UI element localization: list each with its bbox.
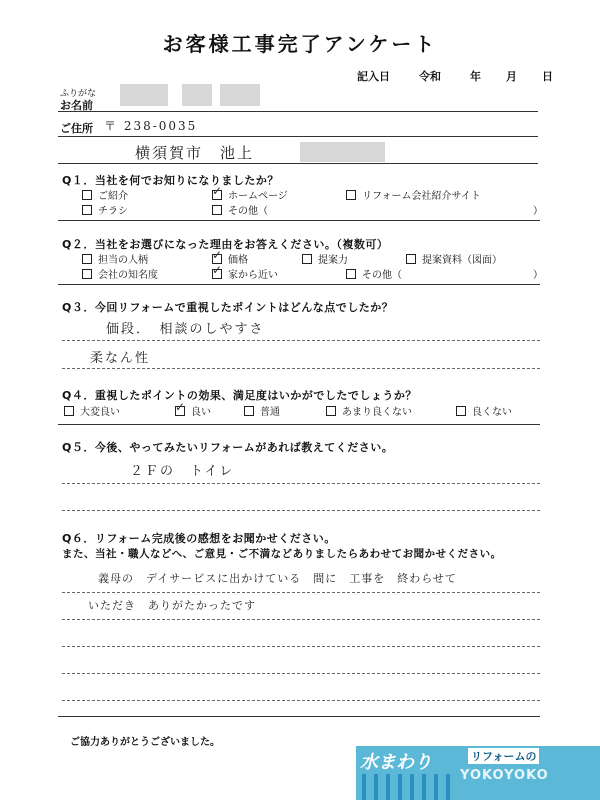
date-day: 日 xyxy=(542,70,553,83)
q5-question: Q５．今後、やってみたいリフォームがあれば教えてください。 xyxy=(62,441,394,454)
q4-divider xyxy=(58,424,540,425)
q3-answer-2: 柔なん性 xyxy=(90,351,151,366)
checkbox[interactable] xyxy=(82,269,92,279)
q3-answer-line-2 xyxy=(62,368,540,369)
date-year: 年 xyxy=(470,70,481,83)
q2-option-other[interactable]: その他（ xyxy=(346,266,402,281)
redacted-name-2 xyxy=(182,84,212,106)
q6-answer-line-2 xyxy=(62,619,540,620)
q4-option-good[interactable]: ✓ 良い xyxy=(175,403,211,418)
q1-option-referral[interactable]: ご紹介 xyxy=(82,187,128,202)
checkbox[interactable] xyxy=(346,269,356,279)
q2-option-nearby[interactable]: ✓ 家から近い xyxy=(212,266,278,281)
logo-stripe xyxy=(446,774,450,800)
date-label: 記入日 xyxy=(357,70,390,83)
logo-stripe xyxy=(422,774,426,800)
q1-close-paren: ） xyxy=(533,206,543,217)
q6-question-2: また、当社・職人などへ、ご意見・ご不満などありましたらあわせてお聞かせください。 xyxy=(62,548,502,560)
name-label: お名前 xyxy=(60,99,93,112)
q6-answer-line-1 xyxy=(62,592,540,593)
redacted-name-1 xyxy=(120,84,168,106)
logo-main-text: 水まわり xyxy=(360,752,432,773)
q6-question: Q６．リフォーム完成後の感想をお聞かせください。 xyxy=(62,532,336,545)
company-logo xyxy=(356,746,600,800)
logo-stripe xyxy=(374,774,378,800)
logo-stripe xyxy=(386,774,390,800)
logo-sub-text: リフォームの xyxy=(468,748,539,764)
q5-answer-line-2 xyxy=(62,510,540,511)
checkbox[interactable] xyxy=(302,254,312,264)
q1-divider xyxy=(58,220,540,221)
page-title: お客様工事完了アンケート xyxy=(162,32,438,56)
q3-question: Q３．今回リフォームで重視したポイントはどんな点でしたか？ xyxy=(62,301,394,314)
checkbox[interactable] xyxy=(64,406,74,416)
q2-option-personality[interactable]: 担当の人柄 xyxy=(82,251,148,266)
address-label: ご住所 xyxy=(60,122,93,135)
q1-question: Q１．当社を何でお知りになりましたか？ xyxy=(62,174,279,187)
q6-answer-2: いただき ありがたかったです xyxy=(88,599,256,612)
q6-answer-1: 義母の デイサービスに出かけている 間に 工事を 終わらせて xyxy=(98,572,457,585)
q3-answer-1: 価段． 相談のしやすさ xyxy=(106,322,265,337)
q5-answer-line-1 xyxy=(62,483,540,484)
checkbox[interactable] xyxy=(82,205,92,215)
form-bottom-divider xyxy=(58,716,540,717)
q4-option-very-good[interactable]: 大変良い xyxy=(64,403,120,418)
checkbox-checked[interactable] xyxy=(212,269,222,279)
q2-close-paren: ） xyxy=(533,270,543,281)
q3-answer-line-1 xyxy=(62,340,540,341)
q1-option-referral-site[interactable]: リフォーム会社紹介サイト xyxy=(346,187,481,202)
q1-option-other[interactable]: その他（ xyxy=(212,202,268,217)
q1-option-flyer[interactable]: チラシ xyxy=(82,202,128,217)
checkbox[interactable] xyxy=(346,190,356,200)
q5-answer: ２Ｆの トイレ xyxy=(130,464,235,479)
logo-stripe xyxy=(434,774,438,800)
date-month: 月 xyxy=(506,70,517,83)
logo-stripe xyxy=(362,774,366,800)
checkbox-checked[interactable] xyxy=(175,406,185,416)
q6-answer-line-5 xyxy=(62,700,540,701)
logo-stripe xyxy=(398,774,402,800)
q1-option-homepage[interactable]: ✓ ホームページ xyxy=(212,187,288,202)
q2-option-proposal[interactable]: 提案力 xyxy=(302,251,348,266)
name-underline xyxy=(58,111,538,112)
checkbox[interactable] xyxy=(326,406,336,416)
redacted-name-3 xyxy=(220,84,260,106)
furigana-label: ふりがな xyxy=(60,89,97,99)
q2-divider xyxy=(58,284,540,285)
checkbox[interactable] xyxy=(456,406,466,416)
q6-answer-line-3 xyxy=(62,646,540,647)
q4-option-not-good[interactable]: あまり良くない xyxy=(326,403,412,418)
date-era: 令和 xyxy=(419,70,441,83)
logo-brand-text: YOKOYOKO xyxy=(460,768,549,783)
q4-option-bad[interactable]: 良くない xyxy=(456,403,512,418)
checkbox[interactable] xyxy=(82,190,92,200)
address-handwritten: 横須賀市 池上 xyxy=(135,144,255,162)
thanks-message: ご協力ありがとうございました。 xyxy=(70,737,220,748)
checkbox-checked[interactable] xyxy=(212,190,222,200)
postal-code: 〒 238-0035 xyxy=(104,119,198,133)
redacted-address xyxy=(300,142,385,162)
checkbox[interactable] xyxy=(406,254,416,264)
address-line-2 xyxy=(58,163,538,164)
logo-stripe xyxy=(410,774,414,800)
q4-question: Q４．重視したポイントの効果、満足度はいかがでしたでしょうか？ xyxy=(62,389,417,402)
q6-answer-line-4 xyxy=(62,673,540,674)
q2-question: Q２．当社をお選びになった理由をお答えください。（複数可） xyxy=(62,238,389,251)
checkbox[interactable] xyxy=(244,406,254,416)
q2-option-proposal-docs[interactable]: 提案資料（図面） xyxy=(406,251,502,266)
q2-option-price[interactable]: ✓ 価格 xyxy=(212,251,248,266)
q2-option-reputation[interactable]: 会社の知名度 xyxy=(82,266,158,281)
checkbox[interactable] xyxy=(82,254,92,264)
checkbox[interactable] xyxy=(212,205,222,215)
address-line-1 xyxy=(58,136,538,137)
q4-option-normal[interactable]: 普通 xyxy=(244,403,280,418)
